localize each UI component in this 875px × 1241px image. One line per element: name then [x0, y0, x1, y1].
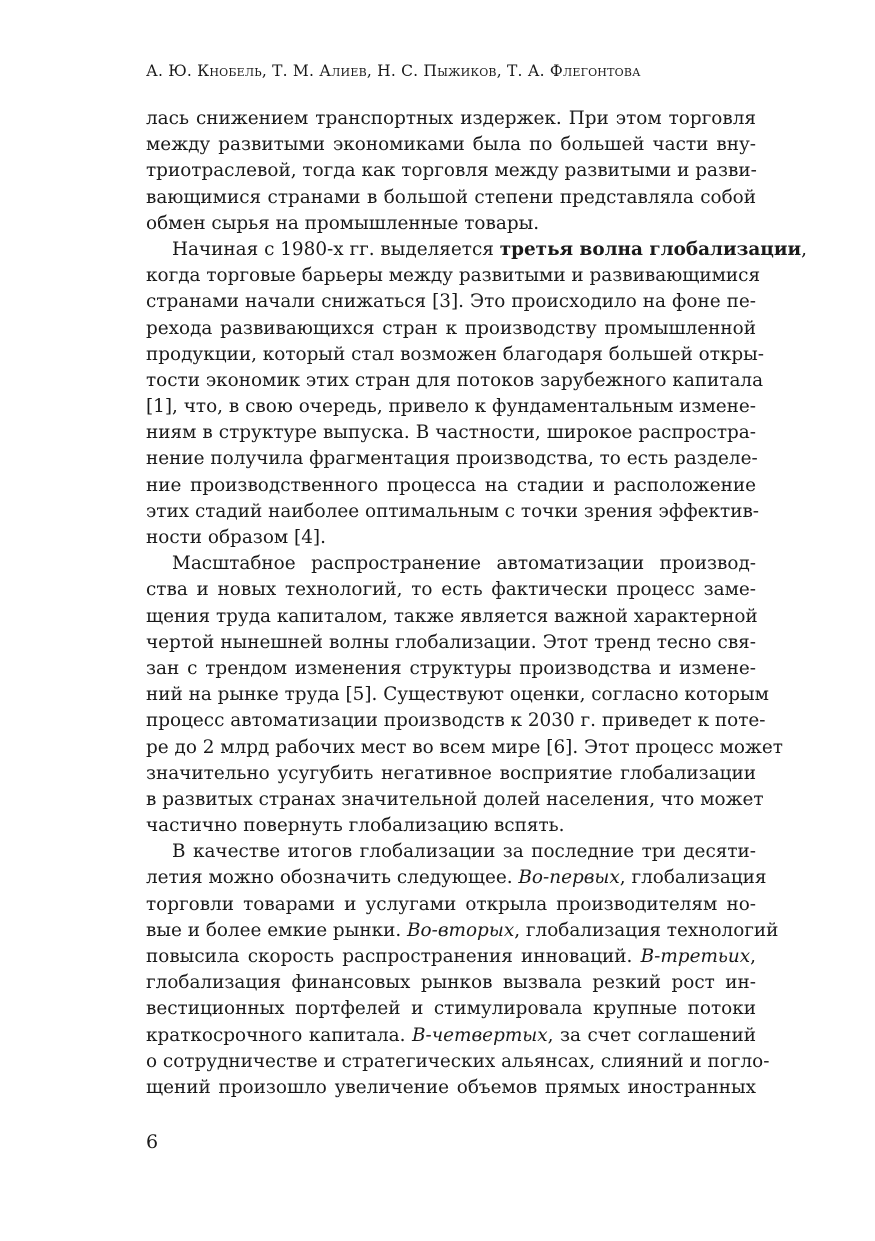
text-run: в развитых странах значительной долей населения, что может: [146, 788, 764, 810]
text-line: [146, 682, 769, 708]
text-run: рехода развивающихся стран к производству промышленной: [146, 317, 756, 339]
text-run: когда торговые барьеры между развитыми и развивающимися: [146, 265, 761, 287]
text-line: [146, 630, 756, 656]
text-line: [146, 1075, 756, 1101]
text-run: нение получила фрагментация производства, то есть разделе-: [146, 448, 758, 470]
text-run: тости экономик этих стран для потоков зарубежного капитала: [146, 369, 764, 391]
text-run: продукции, который стал возможен благодаря большей откры-: [146, 343, 765, 365]
text-run: ,: [801, 238, 808, 260]
text-line: [146, 761, 756, 787]
text-run: щений произошло увеличение объемов прямых иностранных: [146, 1076, 756, 1098]
text-line: [146, 944, 756, 970]
text-line: [146, 473, 756, 499]
text-line: [146, 577, 756, 603]
text-run: щения труда капиталом, также является важной характерной: [146, 605, 758, 627]
text-run: Масштабное распространение автоматизации производ-: [172, 553, 756, 575]
text-run: ниям в структуре выпуска. В частности, широкое распростра-: [146, 422, 756, 444]
text-run: ,: [750, 946, 756, 967]
text-line: [146, 892, 756, 918]
text-run: летия можно обозначить следующее.: [146, 867, 519, 889]
text-line: [146, 735, 783, 761]
text-run: ности образом [4].: [146, 527, 326, 548]
text-run: зан с трендом изменения структуры производства и измене-: [146, 657, 756, 679]
text-line: [146, 132, 756, 158]
text-line: [146, 185, 756, 211]
text-line: [146, 316, 756, 342]
text-run: лась снижением транспортных издержек. При этом торговля: [146, 108, 756, 129]
text-line: [146, 996, 756, 1022]
text-line: [146, 289, 756, 315]
text-line: [146, 446, 756, 472]
text-line: [146, 420, 756, 446]
text-line: [146, 656, 756, 682]
text-line: [146, 106, 756, 132]
text-run: [1], что, в свою очередь, привело к фундаментальным измене-: [146, 396, 756, 418]
text-run: вестиционных портфелей и стимулировала крупные потоки: [146, 998, 756, 1020]
bold-term: третья волна глобализации: [499, 238, 802, 260]
text-line: [146, 839, 756, 865]
text-run: Начиная с 1980-х гг. выделяется: [172, 238, 500, 260]
paragraph: [146, 106, 756, 237]
text-line: [146, 263, 761, 289]
text-run: чертой нынешней волны глобализации. Этот тренд тесно свя-: [146, 631, 756, 653]
text-run: этих стадий наиболее оптимальным с точки зрения эффектив-: [146, 500, 760, 522]
text-line: [146, 211, 756, 237]
text-run: вые и более емкие рынки.: [146, 919, 408, 941]
text-run: торговли товарами и услугами открыла производителям но-: [146, 893, 756, 915]
text-run: обмен сырья на промышленные товары.: [146, 212, 540, 234]
text-line: [146, 394, 756, 420]
italic-term: В-четвертых: [411, 1024, 548, 1046]
text-line: [146, 158, 756, 184]
text-run: странами начали снижаться [3]. Это происходило на фоне пе-: [146, 291, 756, 313]
text-line: [146, 865, 767, 891]
text-line: [146, 551, 756, 577]
text-line: [146, 237, 808, 263]
paragraph: [146, 839, 779, 1101]
text-run: значительно усугубить негативное восприятие глобализации: [146, 762, 756, 784]
text-run: краткосрочного капитала.: [146, 1024, 412, 1046]
text-line: [146, 708, 766, 734]
text-line: [146, 525, 756, 551]
text-run: ние производственного процесса на стадии и расположение: [146, 474, 756, 496]
text-line: [146, 1049, 770, 1075]
paragraph: [146, 551, 783, 839]
running-head: А. Ю. Кнобель, Т. М. Алиев, Н. С. Пыжиков, Т. А. Флегонтова: [146, 62, 641, 80]
text-line: [146, 368, 764, 394]
text-run: ства и новых технологий, то есть фактически процесс заме-: [146, 579, 756, 601]
italic-term: В-третьих: [640, 946, 751, 967]
text-run: между развитыми экономиками была по большей части вну-: [146, 134, 756, 156]
text-line: [146, 787, 764, 813]
page-number: 6: [146, 1131, 159, 1153]
text-line: [146, 499, 760, 525]
text-run: о сотрудничестве и стратегических альянсах, слияний и погло-: [146, 1050, 770, 1072]
text-run: ний на рынке труда [5]. Существуют оценки, согласно которым: [146, 684, 769, 706]
text-run: процесс автоматизации производств к 2030 г. приведет к поте-: [146, 710, 766, 732]
text-line: [146, 342, 765, 368]
text-run: В качестве итогов глобализации за последние три десяти-: [172, 841, 756, 863]
text-run: частично повернуть глобализацию вспять.: [146, 815, 565, 837]
text-line: [146, 813, 756, 839]
italic-term: Во-первых: [518, 867, 620, 889]
text-line: [146, 970, 756, 996]
text-line: [146, 918, 779, 944]
text-run: , глобализация: [619, 867, 767, 889]
paragraph: [146, 237, 808, 551]
text-run: , за счет соглашений: [547, 1024, 756, 1046]
text-run: глобализация финансовых рынков вызвала резкий рост ин-: [146, 972, 756, 994]
italic-term: Во-вторых: [407, 919, 515, 941]
text-run: триотраслевой, тогда как торговля между развитыми и разви-: [146, 160, 757, 182]
text-line: [146, 1023, 756, 1049]
text-run: , глобализация технологий: [514, 919, 779, 941]
text-run: вающимися странами в большой степени представляла собой: [146, 186, 756, 208]
text-line: [146, 604, 756, 630]
text-run: ре до 2 млрд рабочих мест во всем мире [6]. Этот процесс может: [146, 736, 783, 758]
text-run: повысила скорость распространения инноваций.: [146, 946, 641, 967]
body-text: [146, 106, 808, 1101]
